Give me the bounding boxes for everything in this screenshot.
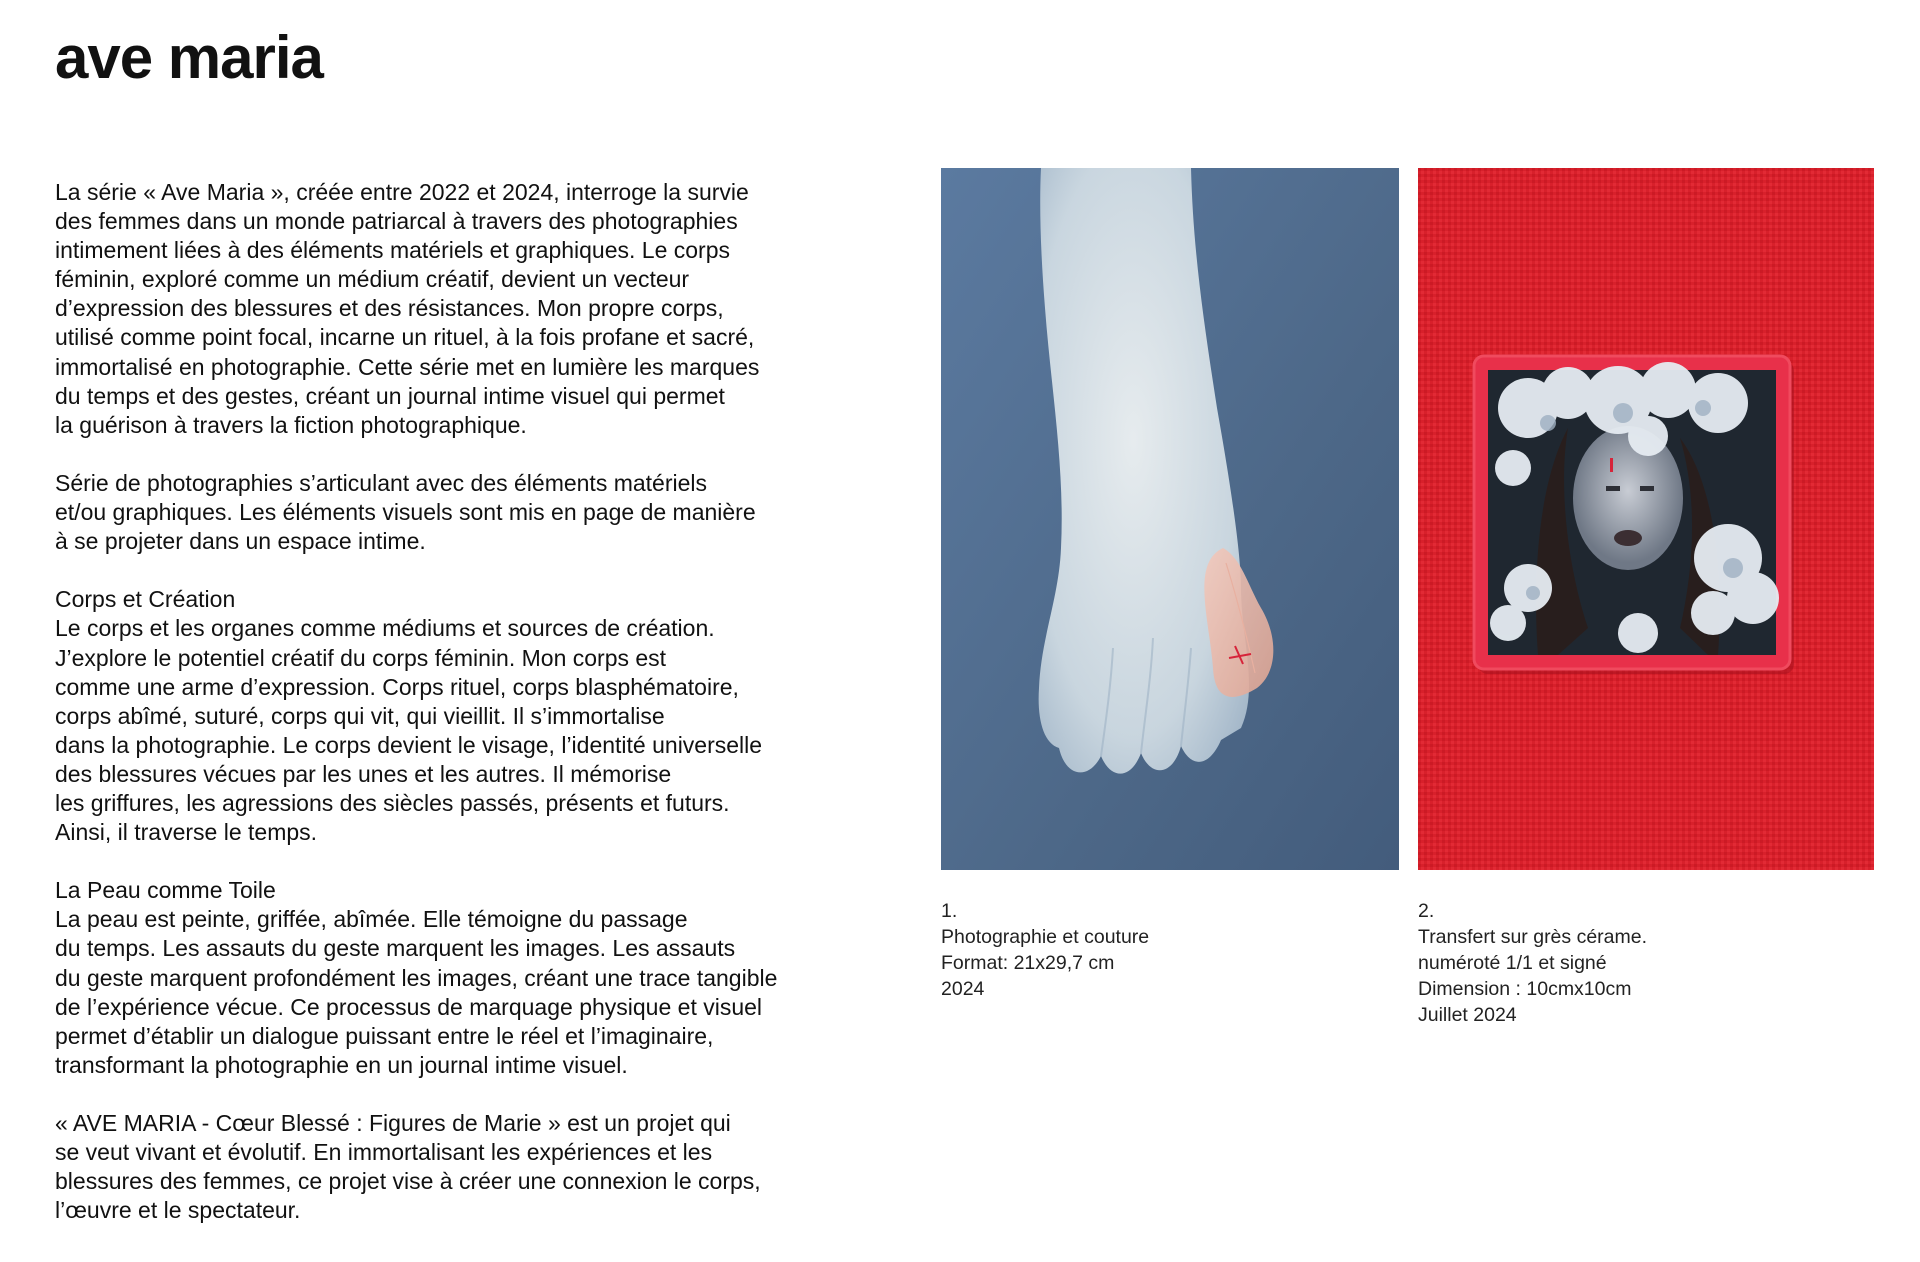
figure-2-dimension: Dimension : 10cmx10cm <box>1418 978 1632 1000</box>
figure-1-caption <box>941 898 1149 1002</box>
intro-paragraph: La série « Ave Maria », créée entre 2022 et 2024, interroge la survie des femmes dans un monde patriarcal à travers des photographies intimement liées à des éléments matériels et graphiques. Le corps féminin, exploré comme un médium créatif, devient un vecteur d’expression des blessures et des résistances. Mon propre corps, utilisé comme point focal, incarne un rituel, à la fois profane et sacré, immortalisé en photographie. Cette série met en lumière les marques du temps et des gestes, créant un journal intime visuel qui permet la guérison à travers la fiction photographique. <box>55 179 760 438</box>
figure-2-technique: Transfert sur grès cérame. <box>1418 926 1648 948</box>
ceramic-portrait-image <box>1418 168 1874 870</box>
figure-1-format: Format: 21x29,7 cm <box>941 952 1115 974</box>
project-paragraph: « AVE MARIA - Cœur Blessé : Figures de Marie » est un projet qui se veut vivant et évolutif. En immortalisant les expériences et les blessures des femmes, ce projet vise à créer une connexion le corps, l’œuvre et le spectateur. <box>55 1110 761 1224</box>
foot-cyanotype-image <box>941 168 1399 870</box>
figure-2-edition: numéroté 1/1 et signé <box>1418 952 1607 974</box>
corps-creation-paragraph: Corps et Création Le corps et les organes comme médiums et sources de création. J’explore le potentiel créatif du corps féminin. Mon corps est comme une arme d’expression. Corps rituel, corps blasphématoire, corps abîmé, suturé, corps qui vit, qui vieillit. Il s’immortalise dans la photographie. Le corps devient le visage, l’identité universelle des blessures vécues par les unes et les autres. Il mémorise les griffures, les agressions des siècles passés, présents et futurs. Ainsi, il traverse le temps. <box>55 586 763 846</box>
figure-2-caption <box>1418 898 1647 1028</box>
text-column <box>55 178 845 1225</box>
figure-1-technique: Photographie et couture <box>941 926 1150 948</box>
figure-1-year: 2024 <box>941 978 985 1000</box>
figure-2-date: Juillet 2024 <box>1418 1004 1517 1026</box>
series-paragraph: Série de photographies s’articulant avec des éléments matériels et/ou graphiques. Les éléments visuels sont mis en page de manière à se projeter dans un espace intime. <box>55 469 756 555</box>
figure-2-photo <box>1418 168 1874 870</box>
figure-1-photo <box>941 168 1399 870</box>
peau-toile-paragraph: La Peau comme Toile La peau est peinte, griffée, abîmée. Elle témoigne du passage du temps. Les assauts du geste marquent les images. Les assauts du geste marquent profondément les images, créant une trace tangible de l’expérience vécue. Ce processus de marquage physique et visuel permet d’établir un dialogue puissant entre le réel et l’imaginaire, transformant la photographie en un journal intime visuel. <box>55 877 778 1078</box>
figure-1-number: 1. <box>941 900 958 922</box>
figure-2-number: 2. <box>1418 900 1435 922</box>
page-title: ave maria <box>55 24 323 91</box>
